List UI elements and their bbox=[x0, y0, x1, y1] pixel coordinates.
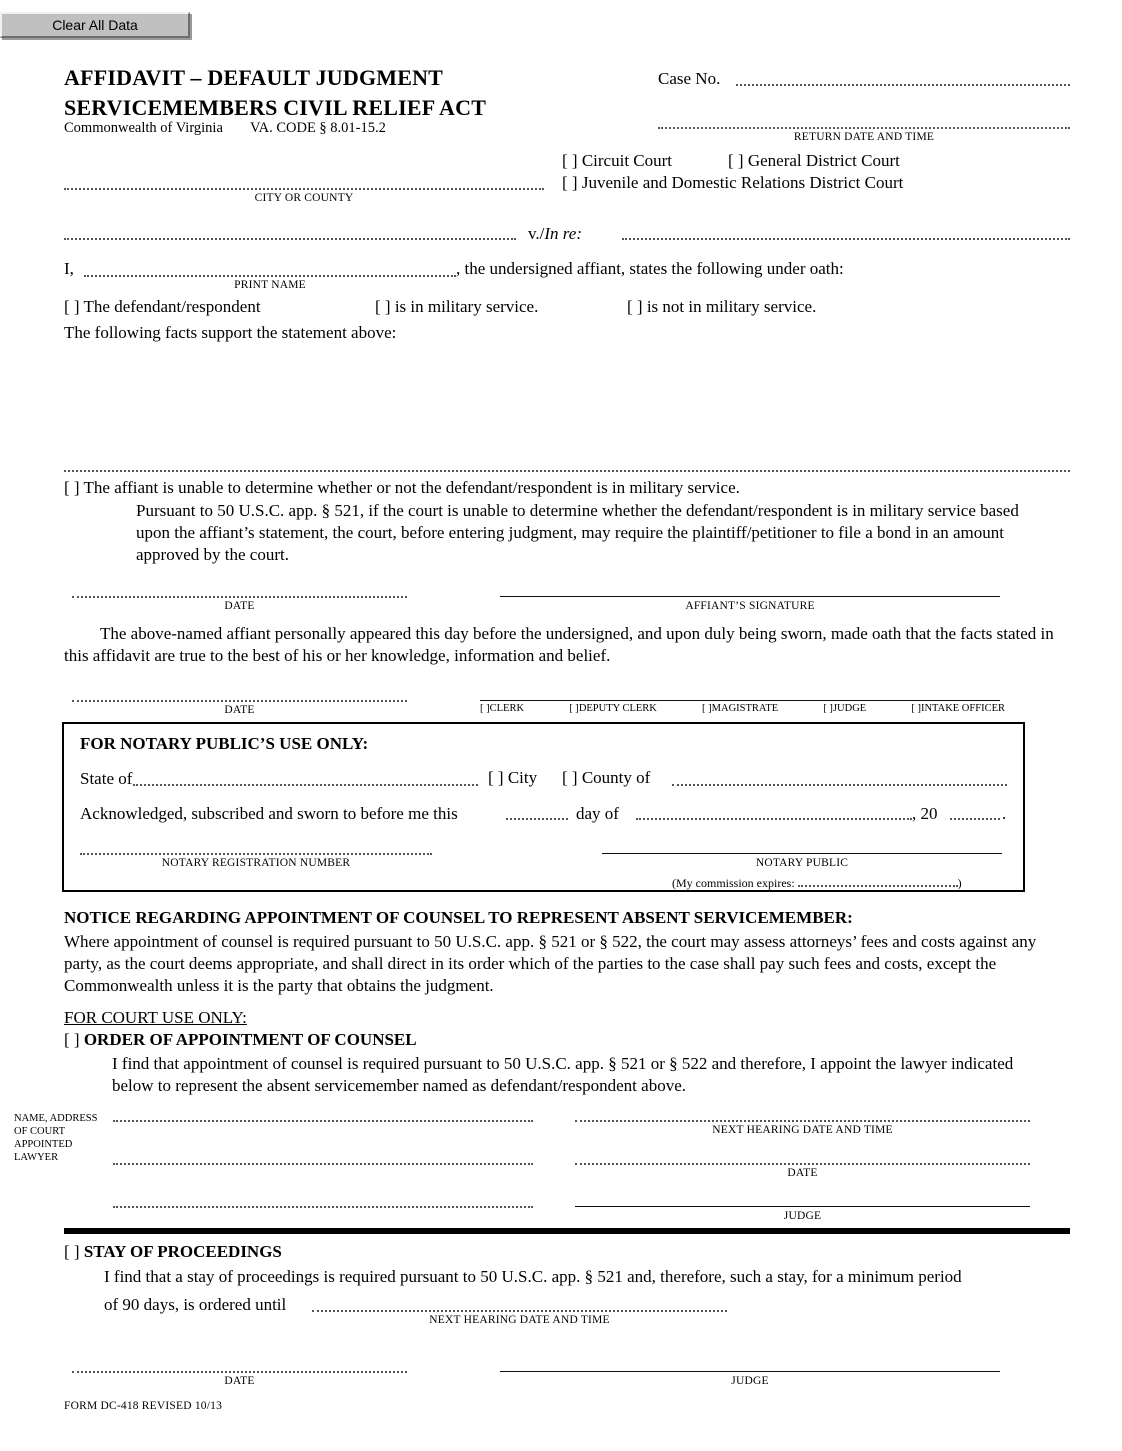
checkbox-stay-of-proceedings-label: STAY OF PROCEEDINGS bbox=[83, 1242, 282, 1261]
affiant-date-caption: DATE bbox=[224, 600, 255, 612]
affiant-signature-caption: AFFIANT’S SIGNATURE bbox=[685, 600, 815, 612]
checkbox-clerk[interactable]: [ ]CLERK bbox=[480, 703, 525, 714]
notary-county-input[interactable] bbox=[672, 784, 1007, 786]
affiant-signature-input[interactable] bbox=[500, 596, 1000, 597]
stay-date-caption: DATE bbox=[224, 1375, 255, 1387]
checkbox-is-not-in-military-service[interactable] bbox=[627, 297, 816, 317]
checkbox-glyph: [ ] bbox=[627, 297, 643, 316]
notary-commission-close: ) bbox=[957, 876, 962, 891]
checkbox-unable-to-determine[interactable] bbox=[64, 478, 740, 498]
order-next-hearing-input[interactable] bbox=[575, 1120, 1030, 1122]
facts-support-label: The following facts support the statement above: bbox=[64, 323, 397, 342]
va-code-label: VA. CODE § 8.01-15.2 bbox=[250, 120, 386, 136]
lawyer-address-input-1[interactable] bbox=[113, 1120, 533, 1122]
stay-date-input[interactable] bbox=[72, 1371, 407, 1373]
order-judge-caption: JUDGE bbox=[783, 1210, 822, 1222]
notary-state-of-label: State of bbox=[80, 769, 133, 788]
checkbox-juvenile-court-label: Juvenile and Domestic Relations District Court bbox=[581, 173, 904, 192]
notary-registration-caption: NOTARY REGISTRATION NUMBER bbox=[161, 857, 351, 869]
affiant-print-name-input[interactable] bbox=[84, 275, 456, 277]
checkbox-is-not-in-military-service-label: is not in military service. bbox=[646, 297, 817, 316]
lawyer-caption-line2: OF COURT bbox=[14, 1126, 66, 1137]
sworn-date-caption: DATE bbox=[224, 704, 255, 716]
notary-heading: FOR NOTARY PUBLIC’S USE ONLY: bbox=[80, 734, 369, 753]
affiant-statement-tail: , the undersigned affiant, states the following under oath: bbox=[456, 259, 844, 278]
checkbox-glyph: [ ] bbox=[64, 1242, 80, 1261]
officer-signature-input[interactable] bbox=[480, 700, 1000, 701]
notary-day-input[interactable] bbox=[506, 818, 568, 820]
checkbox-notary-county[interactable] bbox=[562, 768, 650, 788]
checkbox-notary-city-label: City bbox=[507, 768, 538, 787]
checkbox-judge[interactable]: [ ]JUDGE bbox=[823, 703, 867, 714]
lawyer-address-input-2[interactable] bbox=[113, 1163, 533, 1165]
checkbox-intake-officer[interactable]: [ ]INTAKE OFFICER bbox=[911, 703, 1005, 714]
return-date-caption: RETURN DATE AND TIME bbox=[793, 131, 935, 143]
notary-registration-input[interactable] bbox=[80, 853, 432, 855]
print-name-caption: PRINT NAME bbox=[234, 279, 306, 291]
order-judge-input[interactable] bbox=[575, 1206, 1030, 1207]
checkbox-glyph: [ ] bbox=[64, 1030, 80, 1049]
commonwealth-label: Commonwealth of Virginia bbox=[64, 120, 223, 136]
checkbox-defendant-respondent-label: The defendant/respondent bbox=[83, 297, 261, 316]
checkbox-glyph: [ ] bbox=[562, 173, 578, 192]
affiant-date-input[interactable] bbox=[72, 596, 407, 598]
checkbox-glyph: [ ] bbox=[64, 478, 80, 497]
checkbox-circuit-court[interactable] bbox=[562, 151, 672, 171]
checkbox-circuit-court-label: Circuit Court bbox=[581, 151, 673, 170]
checkbox-is-in-military-service[interactable] bbox=[375, 297, 538, 317]
notary-commission-input[interactable] bbox=[798, 875, 958, 887]
checkbox-stay-of-proceedings[interactable] bbox=[64, 1242, 282, 1262]
checkbox-deputy-clerk-label: DEPUTY CLERK bbox=[578, 703, 657, 714]
notary-ack-prefix: Acknowledged, subscribed and sworn to before me this bbox=[80, 804, 458, 823]
order-date-caption: DATE bbox=[787, 1167, 818, 1179]
lawyer-caption-line3: APPOINTED bbox=[14, 1139, 73, 1150]
checkbox-notary-county-label: County of bbox=[581, 768, 651, 787]
case-no-label: Case No. bbox=[658, 69, 721, 88]
in-re-text: In re: bbox=[544, 224, 582, 243]
checkbox-glyph: [ ] bbox=[562, 151, 578, 170]
clear-all-data-label: Clear All Data bbox=[52, 17, 138, 33]
notary-year-input[interactable] bbox=[950, 818, 1000, 820]
return-date-input[interactable] bbox=[658, 127, 1070, 129]
notary-commission-label: (My commission expires: bbox=[672, 876, 795, 891]
checkbox-unable-to-determine-label: The affiant is unable to determine whether or not the defendant/respondent is in military service. bbox=[83, 478, 740, 497]
stay-paragraph-line1: I find that a stay of proceedings is required pursuant to 50 U.S.C. app. § 521 and, therefore, such a stay, for a minimum period bbox=[104, 1267, 962, 1286]
order-paragraph: I find that appointment of counsel is required pursuant to 50 U.S.C. app. § 521 or § 522 and therefore, I appoint the lawyer indicated below to represent the absent servicemember named as defendant/respondent above. bbox=[112, 1054, 1014, 1096]
notary-state-input[interactable] bbox=[133, 784, 478, 786]
order-date-input[interactable] bbox=[575, 1163, 1030, 1165]
checkbox-order-of-appointment[interactable] bbox=[64, 1030, 417, 1050]
stay-judge-input[interactable] bbox=[500, 1371, 1000, 1372]
stay-paragraph-line2: of 90 days, is ordered until bbox=[104, 1295, 287, 1314]
affiant-i-label: I, bbox=[64, 259, 74, 278]
notice-paragraph: Where appointment of counsel is required pursuant to 50 U.S.C. app. § 521 or § 522, the court may assess attorneys’ fees and costs against any party, as the court deems appropriate, and shall direct in its order which of the parties to the case shall pay such fees and costs, except the Commonwealth unless it is the party that obtains the judgment. bbox=[64, 932, 1037, 996]
city-or-county-input[interactable] bbox=[64, 188, 544, 190]
form-title-line1: AFFIDAVIT – DEFAULT JUDGMENT bbox=[64, 65, 444, 90]
checkbox-glyph: [ ] bbox=[728, 151, 744, 170]
plaintiff-input[interactable] bbox=[64, 238, 516, 240]
notice-heading: NOTICE REGARDING APPOINTMENT OF COUNSEL TO REPRESENT ABSENT SERVICEMEMBER: bbox=[64, 908, 853, 927]
notary-month-input[interactable] bbox=[636, 818, 912, 820]
notary-commission-row bbox=[672, 875, 962, 891]
unable-paragraph: Pursuant to 50 U.S.C. app. § 521, if the court is unable to determine whether the defendant/respondent is in military service based upon the affiant’s statement, the court, before entering judgment, may require the plaintiff/petitioner to file a bond in an amount approved by the court. bbox=[136, 501, 1019, 565]
checkbox-is-in-military-service-label: is in military service. bbox=[394, 297, 539, 316]
checkbox-notary-city[interactable] bbox=[488, 768, 537, 788]
checkbox-deputy-clerk[interactable]: [ ]DEPUTY CLERK bbox=[569, 703, 657, 714]
defendant-input[interactable] bbox=[622, 238, 1070, 240]
checkbox-glyph: [ ] bbox=[562, 768, 578, 787]
lawyer-address-input-3[interactable] bbox=[113, 1206, 533, 1208]
notary-day-of-label: day of bbox=[576, 804, 619, 823]
section-divider bbox=[64, 1228, 1070, 1234]
city-or-county-caption: CITY OR COUNTY bbox=[254, 192, 354, 204]
versus-label bbox=[528, 223, 582, 245]
checkbox-general-district-court[interactable] bbox=[728, 151, 900, 171]
facts-textarea[interactable] bbox=[64, 345, 1070, 470]
facts-underline[interactable] bbox=[64, 470, 1070, 472]
form-footer-id: FORM DC-418 REVISED 10/13 bbox=[64, 1400, 223, 1412]
notary-signature-input[interactable] bbox=[602, 853, 1002, 854]
stay-next-hearing-input[interactable] bbox=[312, 1310, 727, 1312]
checkbox-clerk-label: CLERK bbox=[489, 703, 525, 714]
checkbox-magistrate[interactable]: [ ]MAGISTRATE bbox=[702, 703, 779, 714]
notary-public-caption: NOTARY PUBLIC bbox=[755, 857, 849, 869]
notary-period: . bbox=[1002, 804, 1007, 823]
order-next-hearing-caption: NEXT HEARING DATE AND TIME bbox=[712, 1124, 893, 1136]
versus-text: v./ bbox=[528, 224, 545, 243]
sworn-date-input[interactable] bbox=[72, 700, 407, 702]
checkbox-order-of-appointment-label: ORDER OF APPOINTMENT OF COUNSEL bbox=[83, 1030, 417, 1049]
checkbox-juvenile-court[interactable] bbox=[562, 173, 903, 193]
notary-year-label: , 20 bbox=[912, 804, 938, 823]
sworn-paragraph: The above-named affiant personally appeared this day before the undersigned, and upon duly being sworn, made oath that the facts stated in this affidavit are true to the best of his or her knowledge, information and belief. bbox=[64, 624, 1054, 666]
checkbox-defendant-respondent[interactable] bbox=[64, 297, 261, 317]
stay-next-hearing-caption: NEXT HEARING DATE AND TIME bbox=[429, 1314, 610, 1326]
checkbox-glyph: [ ] bbox=[488, 768, 504, 787]
court-use-only-label: FOR COURT USE ONLY: bbox=[64, 1008, 247, 1027]
case-no-input[interactable] bbox=[736, 84, 1070, 86]
lawyer-caption-line4: LAWYER bbox=[14, 1152, 59, 1163]
checkbox-magistrate-label: MAGISTRATE bbox=[711, 703, 779, 714]
form-title-line2: SERVICEMEMBERS CIVIL RELIEF ACT bbox=[64, 95, 487, 120]
checkbox-general-district-court-label: General District Court bbox=[747, 151, 900, 170]
checkbox-intake-officer-label: INTAKE OFFICER bbox=[920, 703, 1005, 714]
checkbox-judge-label: JUDGE bbox=[832, 703, 867, 714]
officer-checkbox-row bbox=[480, 703, 1005, 714]
checkbox-glyph: [ ] bbox=[375, 297, 391, 316]
checkbox-glyph: [ ] bbox=[64, 297, 80, 316]
stay-judge-caption: JUDGE bbox=[731, 1375, 769, 1387]
lawyer-caption-line1: NAME, ADDRESS bbox=[14, 1113, 98, 1124]
